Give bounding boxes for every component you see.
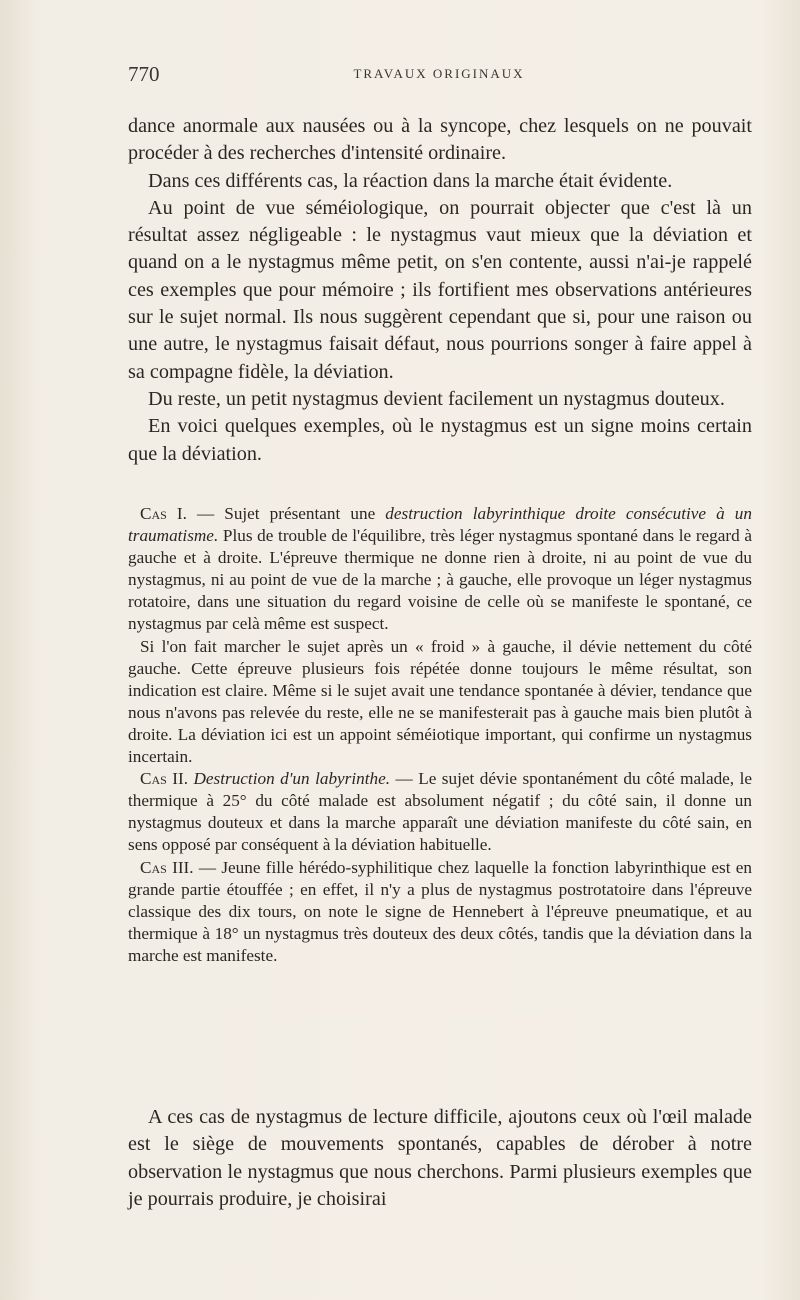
case-1-paragraph [128, 503, 752, 636]
case-1-title: destruction labyrinthique droite consécutive à un traumatisme. [128, 504, 752, 546]
closing-section [128, 1104, 752, 1213]
case-3-paragraph [128, 857, 752, 967]
case-1-paragraph-2: Si l'on fait marcher le sujet après un « froid » à gauche, il dévie nettement du côté gauche. Cette épreuve plusieurs fois répétée donne toujours le même résultat, son indication est claire. Même si le sujet avait une tendance spontanée à dévier, tendance que nous n'avons pas relevée du reste, elle ne se manifesterait pas à gauche mais bien plutôt à droite. La déviation ici est un appoint séméiotique important, qui confirme un nystagmus incertain. [128, 636, 752, 767]
intro-paragraph-5: En voici quelques exemples, où le nystagmus est un signe moins certain que la déviation. [128, 415, 752, 465]
intro-paragraph-2: Dans ces différents cas, la réaction dans la marche était évidente. [148, 169, 673, 192]
cases-section [128, 503, 752, 967]
intro-paragraph-3: Au point de vue séméiologique, on pourrait objecter que c'est là un résultat assez négligeable : le nystagmus vaut mieux que la déviation et quand on a le nystagmus même petit, on s'en contente, aussi n'ai-je rappelé ces exemples que pour mémoire ; ils fortifient mes observations antérieures sur le sujet normal. Ils nous suggèrent cependant que si, pour une raison ou une autre, le nystagmus faisait défaut, nous pourrions songer à faire appel à sa compagne fidèle, la déviation. [128, 196, 752, 383]
intro-paragraph-4: Du reste, un petit nystagmus devient facilement un nystagmus douteux. [148, 387, 725, 410]
page-header [128, 62, 750, 88]
case-2-label: Cas II. [140, 769, 189, 789]
running-title: TRAVAUX ORIGINAUX [353, 66, 525, 81]
case-2-body: — Le sujet dévie spontanément du côté malade, le thermique à 25° du côté malade est absolument négatif ; du côté sain, il donne un nystagmus douteux et dans la marche apparaît une déviation manifeste du côté sain, en sens opposé par conséquent à la déviation habituelle. [128, 769, 752, 855]
case-2-paragraph [128, 768, 752, 856]
case-1-label: Cas I. [140, 504, 187, 523]
case-3-label: Cas III. [140, 857, 194, 877]
closing-paragraph: A ces cas de nystagmus de lecture difficile, ajoutons ceux où l'œil malade est le siège de mouvements spontanés, capables de dérober à notre observation le nystagmus que nous cherchons. Parmi plusieurs exemples que je pourrais produire, je choisirai [128, 1106, 752, 1210]
case-3-body: — Jeune fille hérédo-syphilitique chez laquelle la fonction labyrinthique est en grande partie étouffée ; en effet, il n'y a plus de nystagmus postrotatoire dans l'épreuve classique des dix tours, on note le signe de Hennebert à l'épreuve pneumatique, et au thermique à 18° un nystagmus très douteux des deux côtés, tandis que la déviation dans la marche est manifeste. [128, 857, 752, 965]
page-number: 770 [128, 62, 160, 86]
intro-paragraph-1: dance anormale aux nausées ou à la syncope, chez lesquels on ne pouvait procéder à des recherches d'intensité ordinaire. [128, 115, 752, 165]
case-2-title: Destruction d'un labyrinthe. [193, 769, 391, 789]
case-1-body: Plus de trouble de l'équilibre, très léger nystagmus spontané dans le regard à gauche et à droite. L'épreuve thermique ne donne rien à droite, ni au point de vue du nystagmus, ni au point de vue de la marche ; à gauche, elle provoque un léger nystagmus rotatoire, dans une situation du regard voisine de celle où se manifeste le spontané, ce nystagmus par celà même est suspect. [128, 526, 752, 634]
case-1-dash: — Sujet présentant une [186, 504, 386, 523]
intro-section [128, 113, 752, 468]
